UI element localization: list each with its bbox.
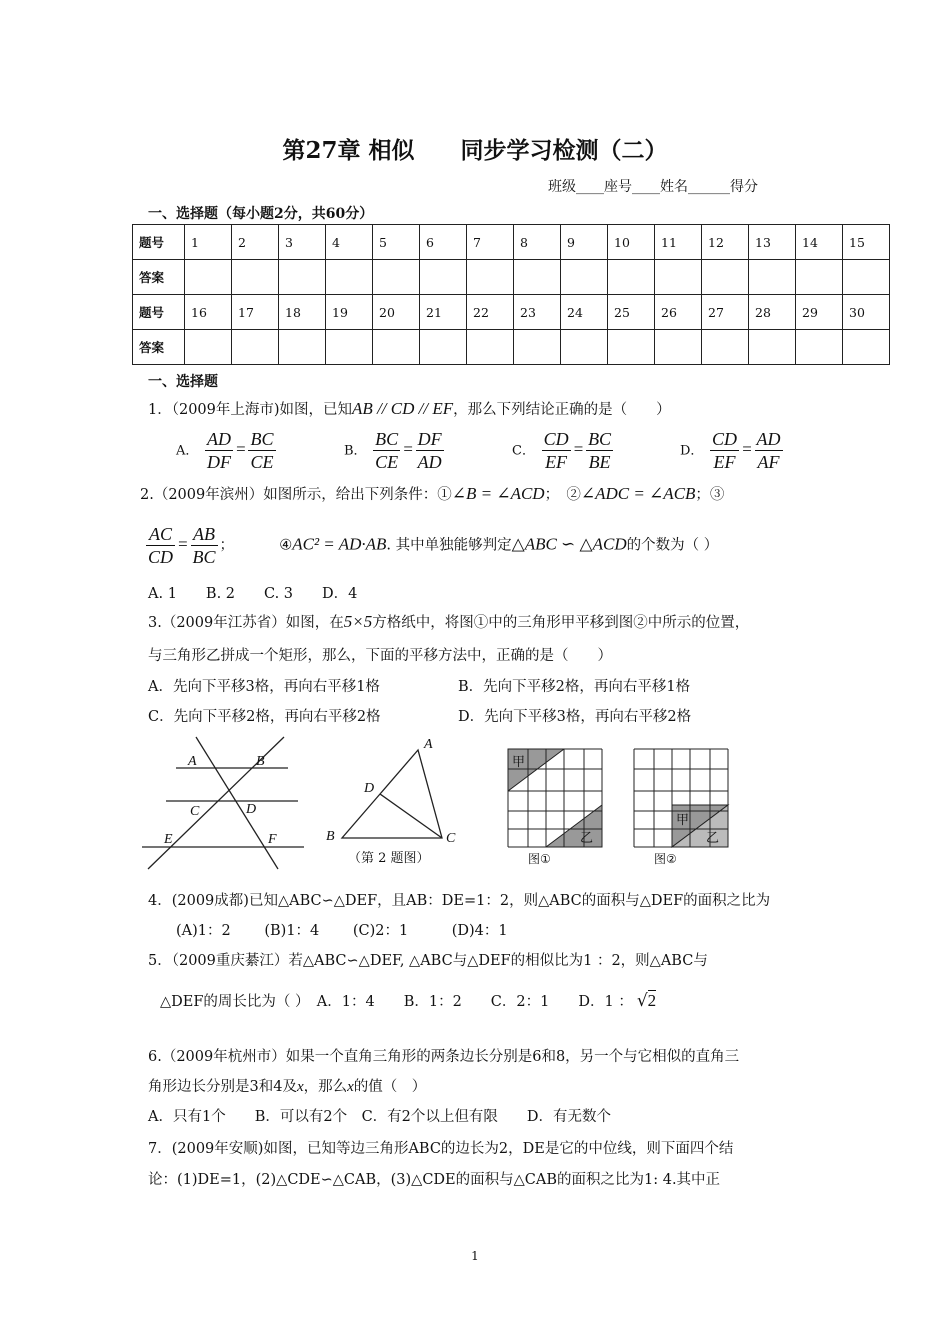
question-number: 20 — [373, 295, 420, 330]
label-a: A — [188, 754, 197, 769]
answer-cell[interactable] — [608, 260, 655, 295]
q1-option-b: B． $\frac{BC}{CE}$ = $\frac{DF}{AD}$ — [344, 429, 442, 472]
question-number: 17 — [232, 295, 279, 330]
label-yi: 乙 — [706, 831, 720, 846]
answer-cell[interactable] — [232, 330, 279, 365]
label-b: B — [256, 754, 265, 769]
question-label: 题号 — [133, 295, 185, 330]
figure-parallel-lines — [138, 735, 310, 875]
question-number: 9 — [561, 225, 608, 260]
label-jia: 甲 — [676, 813, 690, 828]
q3-option-a: A．先向下平移3格，再向右平移1格 — [148, 679, 380, 695]
question-number: 24 — [561, 295, 608, 330]
answer-cell[interactable] — [467, 330, 514, 365]
q1-option-c: C． $\frac{CD}{EF}$ = $\frac{BC}{BE}$ — [512, 429, 612, 472]
question-number: 19 — [326, 295, 373, 330]
answer-cell[interactable] — [420, 260, 467, 295]
figure-triangle — [318, 732, 468, 872]
q3-option-b: B．先向下平移2格，再向右平移1格 — [458, 679, 691, 695]
question-4-stem: 4．(2009成都)已知△ABC∽△DEF，且AB：DE=1：2，则△ABC的面积与△DEF的面积之比为 — [148, 893, 771, 909]
question-number: 14 — [796, 225, 843, 260]
label-c: C — [446, 831, 456, 846]
question-label: 题号 — [133, 225, 185, 260]
table-row — [133, 295, 890, 330]
question-2-conditions: $\frac{AC}{CD}$ = $\frac{AB}{BC}$ ； ④AC² = AD·AB. 其中单独能够判定△ABC ∽ △ACD的个数为（ ） — [148, 524, 719, 567]
label-a: A — [424, 737, 433, 752]
question-number: 28 — [749, 295, 796, 330]
answer-table — [132, 224, 890, 365]
question-7-stem: 7．(2009年安顺)如图，已知等边三角形ABC的边长为2，DE是它的中位线，则下面四个结 — [148, 1141, 734, 1157]
question-number: 8 — [514, 225, 561, 260]
question-number: 7 — [467, 225, 514, 260]
answer-cell[interactable] — [326, 330, 373, 365]
answer-cell[interactable] — [373, 330, 420, 365]
answer-cell[interactable] — [232, 260, 279, 295]
table-row — [133, 330, 890, 365]
table-row — [133, 260, 890, 295]
question-number: 15 — [843, 225, 890, 260]
answer-cell[interactable] — [514, 330, 561, 365]
question-7-stem-2: 论：(1)DE=1，(2)△CDE∽△CAB，(3)△CDE的面积与△CAB的面积之比为1: 4.其中正 — [148, 1172, 721, 1188]
question-5-stem: 5．（2009重庆綦江）若△ABC∽△DEF, △ABC与△DEF的相似比为1 ：2，则△ABC与 — [148, 953, 708, 969]
q1-option-d: D． $\frac{CD}{EF}$ = $\frac{AD}{AF}$ — [680, 429, 781, 472]
answer-cell[interactable] — [655, 330, 702, 365]
question-6-stem: 6.（2009年杭州市）如果一个直角三角形的两条边长分别是6和8，另一个与它相似的直角三 — [148, 1049, 740, 1065]
question-number: 5 — [373, 225, 420, 260]
question-number: 2 — [232, 225, 279, 260]
label-f: F — [268, 832, 277, 847]
answer-cell[interactable] — [843, 330, 890, 365]
question-number: 6 — [420, 225, 467, 260]
answer-cell[interactable] — [467, 260, 514, 295]
answer-label: 答案 — [133, 330, 185, 365]
label-b: B — [326, 829, 335, 844]
question-2-options: A. 1 B. 2 C. 3 D．4 — [148, 586, 358, 602]
question-3-stem: 3.（2009年江苏省）如图，在5×5方格纸中，将图①中的三角形甲平移到图②中所示的位置， — [148, 612, 750, 631]
answer-label: 答案 — [133, 260, 185, 295]
answer-cell[interactable] — [796, 260, 843, 295]
answer-cell[interactable] — [279, 260, 326, 295]
section-header: 一、选择题 — [148, 374, 218, 390]
question-number: 3 — [279, 225, 326, 260]
question-number: 25 — [608, 295, 655, 330]
answer-cell[interactable] — [514, 260, 561, 295]
figure-caption: （第 2 题图） — [348, 851, 430, 866]
question-1-stem: 1．（2009年上海市)如图，已知AB // CD // EF，那么下列结论正确的是（ ） — [148, 399, 671, 418]
label-yi: 乙 — [580, 831, 594, 846]
question-number: 26 — [655, 295, 702, 330]
answer-cell[interactable] — [420, 330, 467, 365]
answer-cell[interactable] — [373, 260, 420, 295]
page-number: 1 — [471, 1249, 479, 1263]
label-e: E — [164, 832, 173, 847]
answer-cell[interactable] — [561, 330, 608, 365]
page-title: 第27章 相似 同步学习检测（二） — [282, 137, 668, 164]
question-number: 23 — [514, 295, 561, 330]
q3-option-c: C．先向下平移2格，再向右平移2格 — [148, 709, 381, 725]
answer-cell[interactable] — [185, 260, 232, 295]
question-number: 16 — [185, 295, 232, 330]
answer-cell[interactable] — [796, 330, 843, 365]
figure-grid-2 — [628, 745, 738, 869]
label-d: D — [364, 781, 375, 796]
answer-cell[interactable] — [749, 260, 796, 295]
answer-cell[interactable] — [279, 330, 326, 365]
question-number: 13 — [749, 225, 796, 260]
answer-cell[interactable] — [326, 260, 373, 295]
q3-option-d: D．先向下平移3格，再向右平移2格 — [458, 709, 692, 725]
question-number: 27 — [702, 295, 749, 330]
question-number: 1 — [185, 225, 232, 260]
answer-cell[interactable] — [749, 330, 796, 365]
answer-cell[interactable] — [843, 260, 890, 295]
label-c: C — [190, 804, 200, 819]
question-number: 10 — [608, 225, 655, 260]
table-row — [133, 225, 890, 260]
answer-cell[interactable] — [655, 260, 702, 295]
question-number: 18 — [279, 295, 326, 330]
section-header: 一、选择题（每小题2分，共60分） — [148, 206, 374, 222]
question-number: 30 — [843, 295, 890, 330]
student-info-line: 班级____座号____姓名______得分 — [548, 179, 758, 195]
label-d: D — [246, 802, 257, 817]
question-number: 4 — [326, 225, 373, 260]
answer-cell[interactable] — [608, 330, 655, 365]
figure-caption: 图① — [528, 852, 551, 866]
figure-grid-1 — [502, 745, 612, 869]
answer-cell[interactable] — [702, 330, 749, 365]
answer-cell[interactable] — [185, 330, 232, 365]
figure-caption: 图② — [654, 852, 677, 866]
answer-cell[interactable] — [702, 260, 749, 295]
question-6-options: A．只有1个 B．可以有2个 C．有2个以上但有限 D．有无数个 — [148, 1109, 612, 1125]
question-number: 21 — [420, 295, 467, 330]
q1-option-a: A． $\frac{AD}{DF}$ = $\frac{BC}{CE}$ — [176, 429, 274, 472]
question-5-stem-2: △DEF的周长比为（ ） A．1：4 B．1：2 C．2：1 D．1 ： √2 — [160, 991, 657, 1011]
label-jia: 甲 — [512, 755, 526, 770]
question-2-stem: 2.（2009年滨州）如图所示，给出下列条件：①∠B = ∠ACD； ②∠ADC = ∠ACB；③ — [140, 484, 725, 503]
question-number: 29 — [796, 295, 843, 330]
question-3-stem-2: 与三角形乙拼成一个矩形，那么，下面的平移方法中，正确的是（ ） — [148, 648, 612, 664]
question-4-options: (A)1：2 (B)1：4 (C)2：1 (D)4：1 — [176, 923, 508, 939]
question-number: 22 — [467, 295, 514, 330]
answer-cell[interactable] — [561, 260, 608, 295]
question-6-stem-2: 角形边长分别是3和4及x，那么x的值（ ） — [148, 1079, 427, 1095]
question-number: 12 — [702, 225, 749, 260]
question-number: 11 — [655, 225, 702, 260]
